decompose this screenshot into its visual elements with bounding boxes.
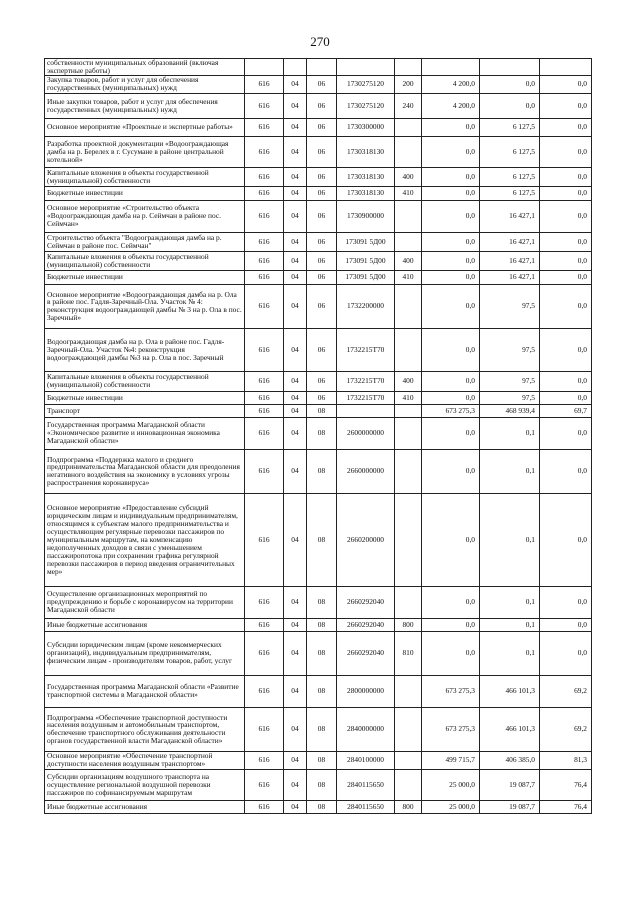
row-subsection-code: 08 bbox=[307, 800, 337, 813]
row-amount-2: 0,0 bbox=[480, 93, 540, 118]
row-amount-2: 468 939,4 bbox=[480, 404, 540, 417]
row-subsection-code bbox=[307, 59, 337, 76]
row-percent: 76,4 bbox=[540, 800, 592, 813]
row-ved-code: 616 bbox=[245, 449, 284, 493]
row-name: Основное мероприятие «Строительство объекта «Водоограждающая дамба на р. Сеймчан в районе пос. Сеймчан» bbox=[45, 200, 245, 232]
row-subsection-code: 08 bbox=[307, 631, 337, 675]
row-amount-1: 0,0 bbox=[422, 586, 480, 618]
row-expense-type-code bbox=[395, 232, 422, 251]
row-subsection-code: 08 bbox=[307, 707, 337, 751]
row-percent: 0,0 bbox=[540, 618, 592, 631]
row-target-code: 2660292040 bbox=[337, 618, 395, 631]
row-target-code: 1730275120 bbox=[337, 93, 395, 118]
row-section-code: 04 bbox=[284, 200, 307, 232]
row-expense-type-code: 400 bbox=[395, 167, 422, 186]
row-ved-code: 616 bbox=[245, 404, 284, 417]
row-target-code: 2840115650 bbox=[337, 769, 395, 800]
row-name: Иные бюджетные ассигнования bbox=[45, 618, 245, 631]
row-section-code: 04 bbox=[284, 769, 307, 800]
row-amount-2: 406 385,0 bbox=[480, 751, 540, 769]
row-percent: 0,0 bbox=[540, 493, 592, 586]
row-subsection-code: 06 bbox=[307, 371, 337, 391]
row-amount-2: 0,1 bbox=[480, 417, 540, 449]
row-target-code: 2660000000 bbox=[337, 449, 395, 493]
row-amount-1: 0,0 bbox=[422, 391, 480, 404]
row-subsection-code: 06 bbox=[307, 186, 337, 200]
row-ved-code: 616 bbox=[245, 167, 284, 186]
row-ved-code: 616 bbox=[245, 391, 284, 404]
row-ved-code: 616 bbox=[245, 631, 284, 675]
row-subsection-code: 08 bbox=[307, 618, 337, 631]
row-target-code: 1732215Т70 bbox=[337, 371, 395, 391]
row-target-code bbox=[337, 59, 395, 76]
row-ved-code: 616 bbox=[245, 200, 284, 232]
row-amount-1: 0,0 bbox=[422, 493, 480, 586]
row-amount-2: 97,5 bbox=[480, 371, 540, 391]
row-name: Осуществление организационных мероприятий по предупреждению и борьбе с коронавирусом на территории Магаданской области bbox=[45, 586, 245, 618]
row-expense-type-code: 400 bbox=[395, 371, 422, 391]
row-target-code: 2660200000 bbox=[337, 493, 395, 586]
row-amount-2: 6 127,5 bbox=[480, 118, 540, 136]
table-row bbox=[45, 270, 592, 284]
table-row bbox=[45, 136, 592, 167]
row-name: Капитальные вложения в объекты государственной (муниципальной) собственности bbox=[45, 251, 245, 270]
row-name: Иные закупки товаров, работ и услуг для обеспечения государственных (муниципальных) нужд bbox=[45, 93, 245, 118]
row-subsection-code: 06 bbox=[307, 167, 337, 186]
row-expense-type-code bbox=[395, 707, 422, 751]
row-ved-code: 616 bbox=[245, 75, 284, 93]
row-subsection-code: 06 bbox=[307, 136, 337, 167]
row-target-code: 2660292040 bbox=[337, 631, 395, 675]
row-percent: 0,0 bbox=[540, 75, 592, 93]
row-target-code: 1730318130 bbox=[337, 167, 395, 186]
row-name: Субсидии юридическим лицам (кроме некоммерческих организаций), индивидуальным предпринимателям, физическим лицам - производителям товаров, работ, услуг bbox=[45, 631, 245, 675]
row-amount-1: 0,0 bbox=[422, 328, 480, 371]
row-amount-1: 0,0 bbox=[422, 136, 480, 167]
table-row bbox=[45, 618, 592, 631]
row-expense-type-code: 410 bbox=[395, 186, 422, 200]
row-percent: 81,3 bbox=[540, 751, 592, 769]
row-percent: 0,0 bbox=[540, 586, 592, 618]
row-name: Субсидии организациям воздушного транспорта на осуществление региональной воздушной перевозки пассажиров по софинансируемым маршрутам bbox=[45, 769, 245, 800]
row-name: Разработка проектной документации «Водоограждающая дамба на р. Берелех в г. Сусумане в районе центральной котельной» bbox=[45, 136, 245, 167]
row-amount-2: 0,1 bbox=[480, 631, 540, 675]
row-name: Подпрограмма «Обеспечение транспортной доступности населения воздушным и автомобильным транспортом, обеспечение транспортного обслуживания деятельности органов государственной власти Магаданской области» bbox=[45, 707, 245, 751]
row-percent: 0,0 bbox=[540, 417, 592, 449]
row-section-code: 04 bbox=[284, 618, 307, 631]
row-section-code: 04 bbox=[284, 449, 307, 493]
row-ved-code: 616 bbox=[245, 493, 284, 586]
row-subsection-code: 06 bbox=[307, 251, 337, 270]
table-row bbox=[45, 75, 592, 93]
row-subsection-code: 06 bbox=[307, 328, 337, 371]
row-target-code: 173091 5Д00 bbox=[337, 251, 395, 270]
row-percent: 0,0 bbox=[540, 93, 592, 118]
table-row bbox=[45, 200, 592, 232]
row-percent: 0,0 bbox=[540, 449, 592, 493]
row-amount-2: 19 087,7 bbox=[480, 800, 540, 813]
row-ved-code: 616 bbox=[245, 118, 284, 136]
row-amount-2: 6 127,5 bbox=[480, 136, 540, 167]
row-amount-1: 673 275,3 bbox=[422, 707, 480, 751]
budget-table bbox=[44, 58, 592, 814]
table-row bbox=[45, 371, 592, 391]
row-percent: 0,0 bbox=[540, 328, 592, 371]
row-section-code: 04 bbox=[284, 391, 307, 404]
row-expense-type-code: 200 bbox=[395, 75, 422, 93]
row-amount-1: 25 000,0 bbox=[422, 769, 480, 800]
row-ved-code: 616 bbox=[245, 232, 284, 251]
row-name: Основное мероприятие «Водоограждающая дамба на р. Ола в районе пос. Гадля-Заречный-Ола. Участок № 4: реконструкция водоограждающей дамбы № 3 на р. Ола в пос. Заречный» bbox=[45, 284, 245, 328]
row-section-code: 04 bbox=[284, 93, 307, 118]
row-amount-1: 673 275,3 bbox=[422, 404, 480, 417]
row-percent: 0,0 bbox=[540, 136, 592, 167]
row-section-code: 04 bbox=[284, 136, 307, 167]
table-row bbox=[45, 404, 592, 417]
row-section-code: 04 bbox=[284, 284, 307, 328]
row-expense-type-code bbox=[395, 328, 422, 371]
row-subsection-code: 08 bbox=[307, 404, 337, 417]
table-row bbox=[45, 186, 592, 200]
row-name: собственности муниципальных образований (включая экспертные работы) bbox=[45, 59, 245, 76]
table-row bbox=[45, 769, 592, 800]
row-target-code: 2660292040 bbox=[337, 586, 395, 618]
row-expense-type-code bbox=[395, 586, 422, 618]
row-amount-2 bbox=[480, 59, 540, 76]
row-amount-2: 0,1 bbox=[480, 493, 540, 586]
row-ved-code: 616 bbox=[245, 586, 284, 618]
row-expense-type-code bbox=[395, 200, 422, 232]
row-expense-type-code bbox=[395, 284, 422, 328]
table-row bbox=[45, 328, 592, 371]
row-amount-1: 0,0 bbox=[422, 284, 480, 328]
row-amount-1 bbox=[422, 59, 480, 76]
table-row bbox=[45, 493, 592, 586]
row-percent: 69,7 bbox=[540, 404, 592, 417]
row-amount-1: 4 200,0 bbox=[422, 75, 480, 93]
budget-table-body bbox=[45, 59, 592, 814]
row-name: Строительство объекта "Водоограждающая дамба на р. Сеймчан в районе пос. Сеймчан" bbox=[45, 232, 245, 251]
row-amount-2: 466 101,3 bbox=[480, 707, 540, 751]
row-expense-type-code bbox=[395, 675, 422, 707]
row-amount-1: 25 000,0 bbox=[422, 800, 480, 813]
row-expense-type-code: 410 bbox=[395, 270, 422, 284]
row-percent: 0,0 bbox=[540, 270, 592, 284]
row-expense-type-code: 810 bbox=[395, 631, 422, 675]
row-target-code: 173091 5Д00 bbox=[337, 232, 395, 251]
row-expense-type-code: 410 bbox=[395, 391, 422, 404]
row-section-code: 04 bbox=[284, 404, 307, 417]
row-ved-code: 616 bbox=[245, 417, 284, 449]
row-section-code: 04 bbox=[284, 493, 307, 586]
row-expense-type-code bbox=[395, 118, 422, 136]
row-expense-type-code: 800 bbox=[395, 800, 422, 813]
row-percent: 0,0 bbox=[540, 631, 592, 675]
row-section-code: 04 bbox=[284, 251, 307, 270]
row-expense-type-code bbox=[395, 449, 422, 493]
row-name: Капитальные вложения в объекты государственной (муниципальной) собственности bbox=[45, 167, 245, 186]
row-target-code: 173091 5Д00 bbox=[337, 270, 395, 284]
row-target-code: 2840000000 bbox=[337, 707, 395, 751]
row-amount-1: 0,0 bbox=[422, 118, 480, 136]
row-ved-code bbox=[245, 59, 284, 76]
row-subsection-code: 08 bbox=[307, 417, 337, 449]
row-section-code: 04 bbox=[284, 800, 307, 813]
row-name: Бюджетные инвестиции bbox=[45, 270, 245, 284]
row-target-code: 1732215Т70 bbox=[337, 391, 395, 404]
row-percent: 0,0 bbox=[540, 118, 592, 136]
table-row bbox=[45, 59, 592, 76]
row-section-code: 04 bbox=[284, 270, 307, 284]
row-subsection-code: 06 bbox=[307, 391, 337, 404]
row-ved-code: 616 bbox=[245, 186, 284, 200]
row-amount-1: 499 715,7 bbox=[422, 751, 480, 769]
row-amount-1: 4 200,0 bbox=[422, 93, 480, 118]
table-row bbox=[45, 631, 592, 675]
row-percent: 0,0 bbox=[540, 232, 592, 251]
row-target-code: 1730275120 bbox=[337, 75, 395, 93]
row-target-code: 2800000000 bbox=[337, 675, 395, 707]
row-amount-2: 0,1 bbox=[480, 586, 540, 618]
table-row bbox=[45, 251, 592, 270]
table-row bbox=[45, 167, 592, 186]
row-name: Закупка товаров, работ и услуг для обеспечения государственных (муниципальных) нужд bbox=[45, 75, 245, 93]
table-row bbox=[45, 118, 592, 136]
row-section-code: 04 bbox=[284, 167, 307, 186]
row-amount-1: 0,0 bbox=[422, 270, 480, 284]
row-amount-1: 0,0 bbox=[422, 631, 480, 675]
row-subsection-code: 06 bbox=[307, 75, 337, 93]
row-name: Государственная программа Магаданской области «Экономическое развитие и инновационная экономика Магаданской области» bbox=[45, 417, 245, 449]
row-name: Бюджетные инвестиции bbox=[45, 391, 245, 404]
table-row bbox=[45, 232, 592, 251]
row-name: Водоограждающая дамба на р. Ола в районе пос. Гадля-Заречный-Ола. Участок №4: реконструкция водоограждающей дамбы №3 на р. Ола в пос. Заречный bbox=[45, 328, 245, 371]
row-section-code: 04 bbox=[284, 707, 307, 751]
row-section-code: 04 bbox=[284, 631, 307, 675]
row-name: Основное мероприятие «Предоставление субсидий юридическим лицам и индивидуальным предпринимателям, относящимся к субъектам малого предпринимательства и осуществляющим регулярные перевозки пассажиров по муниципальным маршрутам, на компенсацию недополученных доходов в связи с уменьшением пассажиропотока при сохранении графика регулярной перевозки пассажиров в период введения ограничительных мер» bbox=[45, 493, 245, 586]
table-row bbox=[45, 800, 592, 813]
row-section-code: 04 bbox=[284, 586, 307, 618]
row-subsection-code: 06 bbox=[307, 200, 337, 232]
row-amount-1: 0,0 bbox=[422, 417, 480, 449]
row-name: Основное мероприятие «Проектные и экспертные работы» bbox=[45, 118, 245, 136]
table-row bbox=[45, 284, 592, 328]
row-name: Подпрограмма «Поддержка малого и среднего предпринимательства Магаданской области для преодоления негативного воздействия на экономику в условиях угрозы распространения коронавируса» bbox=[45, 449, 245, 493]
row-ved-code: 616 bbox=[245, 371, 284, 391]
row-subsection-code: 08 bbox=[307, 449, 337, 493]
row-section-code: 04 bbox=[284, 328, 307, 371]
row-percent: 0,0 bbox=[540, 186, 592, 200]
row-amount-1: 673 275,3 bbox=[422, 675, 480, 707]
row-amount-2: 466 101,3 bbox=[480, 675, 540, 707]
row-section-code: 04 bbox=[284, 417, 307, 449]
row-amount-2: 6 127,5 bbox=[480, 167, 540, 186]
row-amount-2: 97,5 bbox=[480, 328, 540, 371]
row-expense-type-code bbox=[395, 751, 422, 769]
row-target-code: 2600000000 bbox=[337, 417, 395, 449]
row-amount-1: 0,0 bbox=[422, 200, 480, 232]
row-amount-2: 97,5 bbox=[480, 284, 540, 328]
row-subsection-code: 06 bbox=[307, 232, 337, 251]
row-amount-1: 0,0 bbox=[422, 167, 480, 186]
row-expense-type-code: 800 bbox=[395, 618, 422, 631]
row-ved-code: 616 bbox=[245, 93, 284, 118]
row-percent: 0,0 bbox=[540, 200, 592, 232]
row-amount-2: 16 427,1 bbox=[480, 232, 540, 251]
row-expense-type-code: 240 bbox=[395, 93, 422, 118]
row-amount-2: 16 427,1 bbox=[480, 251, 540, 270]
row-subsection-code: 08 bbox=[307, 586, 337, 618]
row-amount-1: 0,0 bbox=[422, 618, 480, 631]
row-expense-type-code bbox=[395, 404, 422, 417]
row-amount-2: 16 427,1 bbox=[480, 270, 540, 284]
row-section-code: 04 bbox=[284, 371, 307, 391]
row-amount-2: 16 427,1 bbox=[480, 200, 540, 232]
table-row bbox=[45, 391, 592, 404]
row-target-code: 2840115650 bbox=[337, 800, 395, 813]
table-row bbox=[45, 449, 592, 493]
table-row bbox=[45, 93, 592, 118]
row-name: Основное мероприятие «Обеспечение транспортной доступности населения воздушным транспортом» bbox=[45, 751, 245, 769]
row-percent: 0,0 bbox=[540, 371, 592, 391]
row-subsection-code: 08 bbox=[307, 493, 337, 586]
row-ved-code: 616 bbox=[245, 618, 284, 631]
row-percent: 0,0 bbox=[540, 391, 592, 404]
row-ved-code: 616 bbox=[245, 769, 284, 800]
row-expense-type-code bbox=[395, 417, 422, 449]
row-ved-code: 616 bbox=[245, 328, 284, 371]
row-ved-code: 616 bbox=[245, 270, 284, 284]
row-amount-1: 0,0 bbox=[422, 251, 480, 270]
row-target-code: 1732200000 bbox=[337, 284, 395, 328]
row-ved-code: 616 bbox=[245, 707, 284, 751]
row-percent: 0,0 bbox=[540, 251, 592, 270]
row-target-code: 1730318130 bbox=[337, 136, 395, 167]
row-target-code bbox=[337, 404, 395, 417]
row-amount-2: 19 087,7 bbox=[480, 769, 540, 800]
row-percent: 76,4 bbox=[540, 769, 592, 800]
row-target-code: 1730900000 bbox=[337, 200, 395, 232]
row-name: Государственная программа Магаданской области «Развитие транспортной системы в Магаданской области» bbox=[45, 675, 245, 707]
row-name: Транспорт bbox=[45, 404, 245, 417]
row-ved-code: 616 bbox=[245, 136, 284, 167]
row-percent bbox=[540, 59, 592, 76]
row-subsection-code: 08 bbox=[307, 769, 337, 800]
row-subsection-code: 08 bbox=[307, 675, 337, 707]
table-row bbox=[45, 417, 592, 449]
table-row bbox=[45, 675, 592, 707]
row-ved-code: 616 bbox=[245, 800, 284, 813]
row-ved-code: 616 bbox=[245, 284, 284, 328]
row-expense-type-code bbox=[395, 136, 422, 167]
row-amount-2: 0,1 bbox=[480, 449, 540, 493]
row-ved-code: 616 bbox=[245, 675, 284, 707]
table-row bbox=[45, 586, 592, 618]
row-section-code: 04 bbox=[284, 75, 307, 93]
row-expense-type-code: 400 bbox=[395, 251, 422, 270]
row-percent: 0,0 bbox=[540, 284, 592, 328]
row-target-code: 2840100000 bbox=[337, 751, 395, 769]
row-name: Иные бюджетные ассигнования bbox=[45, 800, 245, 813]
row-amount-1: 0,0 bbox=[422, 186, 480, 200]
row-subsection-code: 06 bbox=[307, 118, 337, 136]
row-section-code: 04 bbox=[284, 751, 307, 769]
row-amount-2: 0,1 bbox=[480, 618, 540, 631]
row-target-code: 1730318130 bbox=[337, 186, 395, 200]
page-number: 270 bbox=[310, 34, 330, 49]
row-percent: 69,2 bbox=[540, 675, 592, 707]
row-expense-type-code bbox=[395, 493, 422, 586]
row-amount-2: 0,0 bbox=[480, 75, 540, 93]
row-target-code: 1730300000 bbox=[337, 118, 395, 136]
row-ved-code: 616 bbox=[245, 751, 284, 769]
row-section-code: 04 bbox=[284, 232, 307, 251]
row-section-code bbox=[284, 59, 307, 76]
row-percent: 69,2 bbox=[540, 707, 592, 751]
row-percent: 0,0 bbox=[540, 167, 592, 186]
row-amount-1: 0,0 bbox=[422, 371, 480, 391]
row-section-code: 04 bbox=[284, 118, 307, 136]
row-subsection-code: 06 bbox=[307, 284, 337, 328]
row-amount-1: 0,0 bbox=[422, 232, 480, 251]
row-section-code: 04 bbox=[284, 675, 307, 707]
row-amount-1: 0,0 bbox=[422, 449, 480, 493]
row-expense-type-code bbox=[395, 59, 422, 76]
row-subsection-code: 06 bbox=[307, 93, 337, 118]
table-row bbox=[45, 707, 592, 751]
row-expense-type-code bbox=[395, 769, 422, 800]
row-section-code: 04 bbox=[284, 186, 307, 200]
row-amount-2: 97,5 bbox=[480, 391, 540, 404]
row-name: Капитальные вложения в объекты государственной (муниципальной) собственности bbox=[45, 371, 245, 391]
row-target-code: 1732215Т70 bbox=[337, 328, 395, 371]
row-amount-2: 6 127,5 bbox=[480, 186, 540, 200]
row-subsection-code: 08 bbox=[307, 751, 337, 769]
table-row bbox=[45, 751, 592, 769]
row-name: Бюджетные инвестиции bbox=[45, 186, 245, 200]
row-subsection-code: 06 bbox=[307, 270, 337, 284]
row-ved-code: 616 bbox=[245, 251, 284, 270]
